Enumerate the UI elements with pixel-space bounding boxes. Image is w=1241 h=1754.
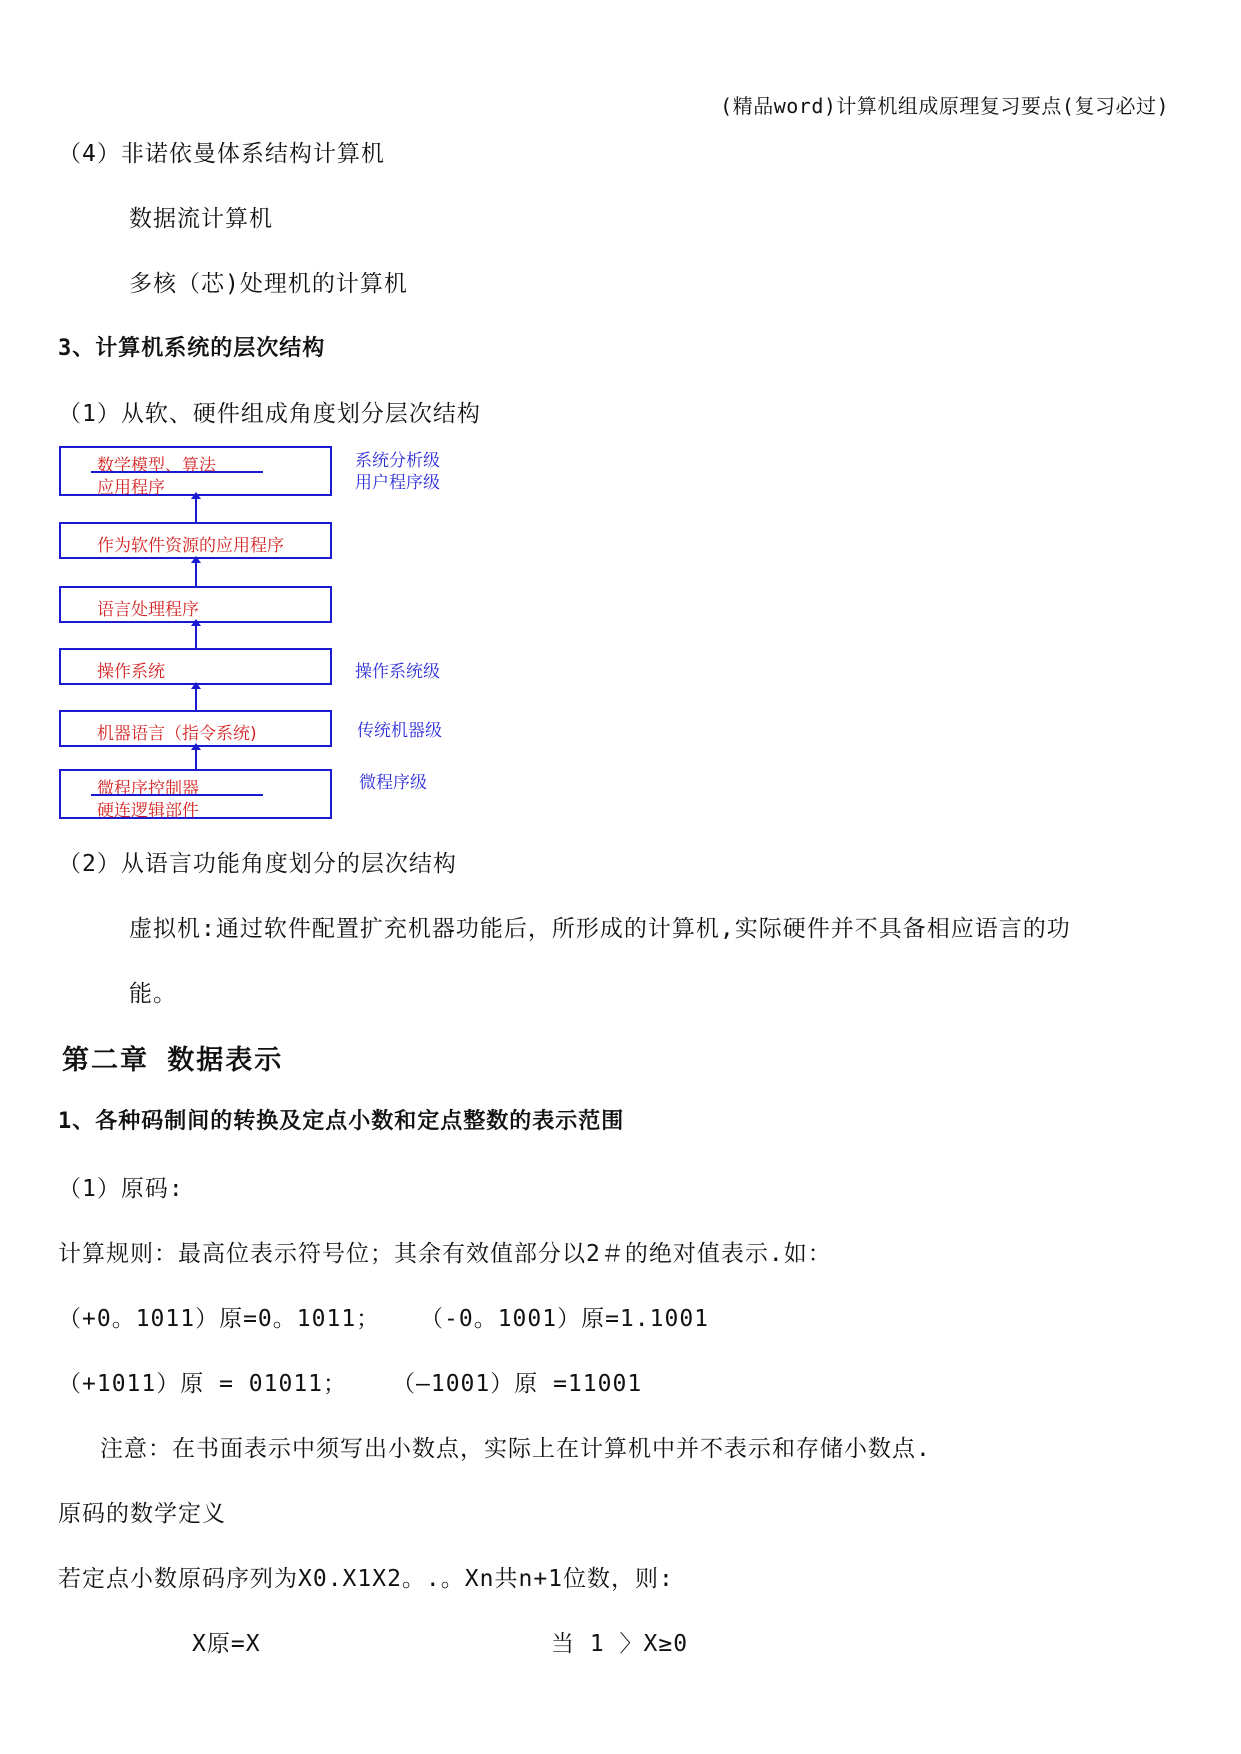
text-line: （+0。1011）原=0。1011； — [58, 1306, 381, 1332]
text-line: 计算规则：最高位表示符号位；其余有效值部分以2＃的绝对值表示.如： — [58, 1241, 832, 1267]
diagram-box-microprogram — [59, 769, 332, 819]
up-arrow — [195, 688, 197, 710]
up-arrow — [195, 562, 197, 586]
up-arrow — [195, 625, 197, 649]
text-line: （—1001）原 =11001 — [392, 1371, 643, 1397]
diagram-box-language-processor — [59, 586, 332, 623]
text-line: （2）从语言功能角度划分的层次结构 — [58, 851, 457, 877]
text-line: （1）从软、硬件组成角度划分层次结构 — [58, 401, 481, 427]
text-line: （-0。1001）原=1.1001 — [420, 1306, 710, 1332]
section-heading: 3、计算机系统的层次结构 — [58, 336, 326, 361]
side-label: 微程序级 — [359, 773, 427, 793]
text-line: 若定点小数原码序列为X0.X1X2。.。Xn共n+1位数，则: — [58, 1566, 674, 1592]
up-arrow — [195, 498, 197, 522]
page-header: (精品word)计算机组成原理复习要点(复习必过) — [720, 94, 1169, 118]
text-line: 原码的数学定义 — [58, 1501, 226, 1527]
text-line: 注意：在书面表示中须写出小数点，实际上在计算机中并不表示和存储小数点. — [100, 1436, 931, 1462]
side-label: 操作系统级 — [355, 662, 440, 682]
box-label: 语言处理程序 — [97, 600, 199, 620]
diagram-box-software-apps — [59, 522, 332, 559]
text-line: （4）非诺依曼体系结构计算机 — [58, 141, 385, 167]
up-arrow — [195, 749, 197, 769]
text-line: 虚拟机:通过软件配置扩充机器功能后，所形成的计算机,实际硬件并不具备相应语言的功 — [129, 916, 1071, 942]
box-label: 微程序控制器 — [97, 779, 199, 799]
side-label: 传统机器级 — [357, 721, 442, 741]
chapter-title: 第二章 数据表示 — [62, 1045, 284, 1076]
diagram-box-application — [59, 446, 332, 496]
box-label: 应用程序 — [97, 478, 165, 498]
box-label: 数学模型、算法 — [97, 456, 216, 476]
text-line: （+1011）原 = 01011； — [58, 1371, 348, 1397]
side-label: 系统分析级 — [355, 451, 440, 471]
section-heading: 1、各种码制间的转换及定点小数和定点整数的表示范围 — [58, 1109, 625, 1134]
box-label: 硬连逻辑部件 — [97, 801, 199, 821]
formula-condition: 当 1 〉X≥0 — [551, 1631, 689, 1657]
box-label: 操作系统 — [97, 662, 165, 682]
diagram-box-machine-language — [59, 710, 332, 747]
text-line: （1）原码: — [58, 1176, 184, 1202]
box-label: 作为软件资源的应用程序 — [97, 536, 284, 556]
formula: X原=X — [192, 1631, 261, 1657]
text-line: 多核（芯)处理机的计算机 — [129, 271, 408, 297]
text-line: 能。 — [129, 981, 177, 1007]
diagram-box-os — [59, 648, 332, 685]
side-label: 用户程序级 — [355, 473, 440, 493]
text-line: 数据流计算机 — [129, 206, 273, 232]
box-label: 机器语言（指令系统) — [97, 724, 257, 744]
